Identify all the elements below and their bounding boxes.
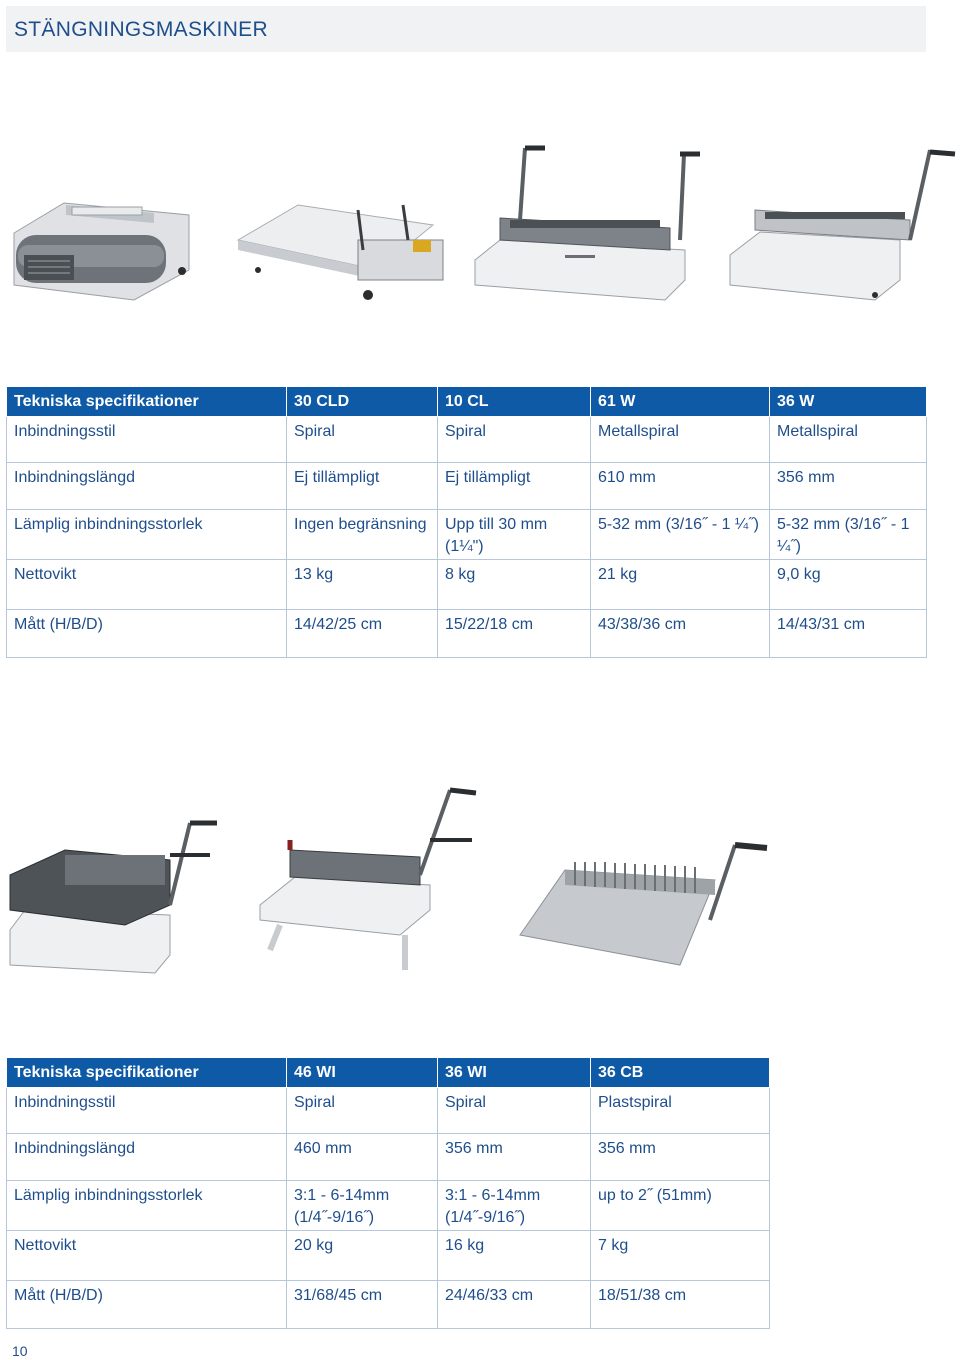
table-header-row xyxy=(7,387,927,417)
table-header-cell: Tekniska specifikationer xyxy=(7,387,287,417)
table-cell: Metallspiral xyxy=(591,417,770,463)
table-cell: 610 mm xyxy=(591,463,770,510)
table-header-cell: 10 CL xyxy=(438,387,591,417)
table-row xyxy=(7,1134,770,1181)
machine-photo-36w xyxy=(725,140,960,305)
table-cell: Lämplig inbindningsstorlek xyxy=(7,510,287,560)
machine-photo-46wi xyxy=(5,815,220,975)
table-header-cell: 30 CLD xyxy=(287,387,438,417)
table-row xyxy=(7,417,927,463)
table-row xyxy=(7,610,927,658)
machine-photo-61w xyxy=(470,140,700,305)
spec-table-2 xyxy=(6,1057,770,1329)
table-cell: 460 mm xyxy=(287,1134,438,1181)
table-header-cell: 46 WI xyxy=(287,1058,438,1088)
table-cell: 16 kg xyxy=(438,1231,591,1281)
table-cell: Inbindningsstil xyxy=(7,1088,287,1134)
table-cell: Spiral xyxy=(287,417,438,463)
table-header-cell: Tekniska specifikationer xyxy=(7,1058,287,1088)
table-header-cell: 36 CB xyxy=(591,1058,770,1088)
machine-photo-10cl xyxy=(218,200,450,305)
table-cell: Metallspiral xyxy=(770,417,927,463)
table-cell: 18/51/38 cm xyxy=(591,1281,770,1329)
page-title-bar xyxy=(6,6,926,52)
page-number: 10 xyxy=(12,1343,28,1359)
table-cell: Spiral xyxy=(438,1088,591,1134)
table-cell: 43/38/36 cm xyxy=(591,610,770,658)
table-cell: Spiral xyxy=(287,1088,438,1134)
table-cell: Mått (H/B/D) xyxy=(7,610,287,658)
table-row xyxy=(7,1088,770,1134)
table-row xyxy=(7,463,927,510)
table-cell: up to 2˝ (51mm) xyxy=(591,1181,770,1231)
spec-table-1 xyxy=(6,386,927,658)
table-cell: 8 kg xyxy=(438,560,591,610)
table-cell: 21 kg xyxy=(591,560,770,610)
table-cell: Inbindningslängd xyxy=(7,463,287,510)
table-cell: 14/42/25 cm xyxy=(287,610,438,658)
table-cell: 9,0 kg xyxy=(770,560,927,610)
table-cell: 5-32 mm (3/16˝ - 1 ¼˝) xyxy=(770,510,927,560)
table-row xyxy=(7,1281,770,1329)
table-cell: Ingen begränsning xyxy=(287,510,438,560)
table-cell: 7 kg xyxy=(591,1231,770,1281)
table-cell: 31/68/45 cm xyxy=(287,1281,438,1329)
table-cell: 3:1 - 6-14mm (1/4˝-9/16˝) xyxy=(287,1181,438,1231)
table-cell: 356 mm xyxy=(591,1134,770,1181)
table-cell: Nettovikt xyxy=(7,560,287,610)
table-cell: 13 kg xyxy=(287,560,438,610)
table-cell: Ej tillämpligt xyxy=(287,463,438,510)
machine-photo-36wi xyxy=(250,785,485,975)
table-cell: 3:1 - 6-14mm (1/4˝-9/16˝) xyxy=(438,1181,591,1231)
table-cell: Nettovikt xyxy=(7,1231,287,1281)
table-cell: Plastspiral xyxy=(591,1088,770,1134)
table-row xyxy=(7,1181,770,1231)
table-cell: Lämplig inbindningsstorlek xyxy=(7,1181,287,1231)
table-cell: Ej tillämpligt xyxy=(438,463,591,510)
table-row xyxy=(7,510,927,560)
table-cell: 15/22/18 cm xyxy=(438,610,591,658)
table-cell: 14/43/31 cm xyxy=(770,610,927,658)
table-cell: Upp till 30 mm (1¼") xyxy=(438,510,591,560)
table-cell: 20 kg xyxy=(287,1231,438,1281)
machine-photo-30cld xyxy=(4,195,196,305)
table-cell: Spiral xyxy=(438,417,591,463)
machine-photo-36cb xyxy=(515,840,775,975)
table-header-cell: 36 WI xyxy=(438,1058,591,1088)
table-row xyxy=(7,1231,770,1281)
table-cell: 24/46/33 cm xyxy=(438,1281,591,1329)
table-cell: 356 mm xyxy=(438,1134,591,1181)
page-title: STÄNGNINGSMASKINER xyxy=(14,18,268,41)
table-header-cell: 61 W xyxy=(591,387,770,417)
table-cell: Mått (H/B/D) xyxy=(7,1281,287,1329)
table-cell: Inbindningslängd xyxy=(7,1134,287,1181)
table-cell: Inbindningsstil xyxy=(7,417,287,463)
table-row xyxy=(7,560,927,610)
table-header-cell: 36 W xyxy=(770,387,927,417)
table-header-row xyxy=(7,1058,770,1088)
table-cell: 5-32 mm (3/16˝ - 1 ¼˝) xyxy=(591,510,770,560)
table-cell: 356 mm xyxy=(770,463,927,510)
